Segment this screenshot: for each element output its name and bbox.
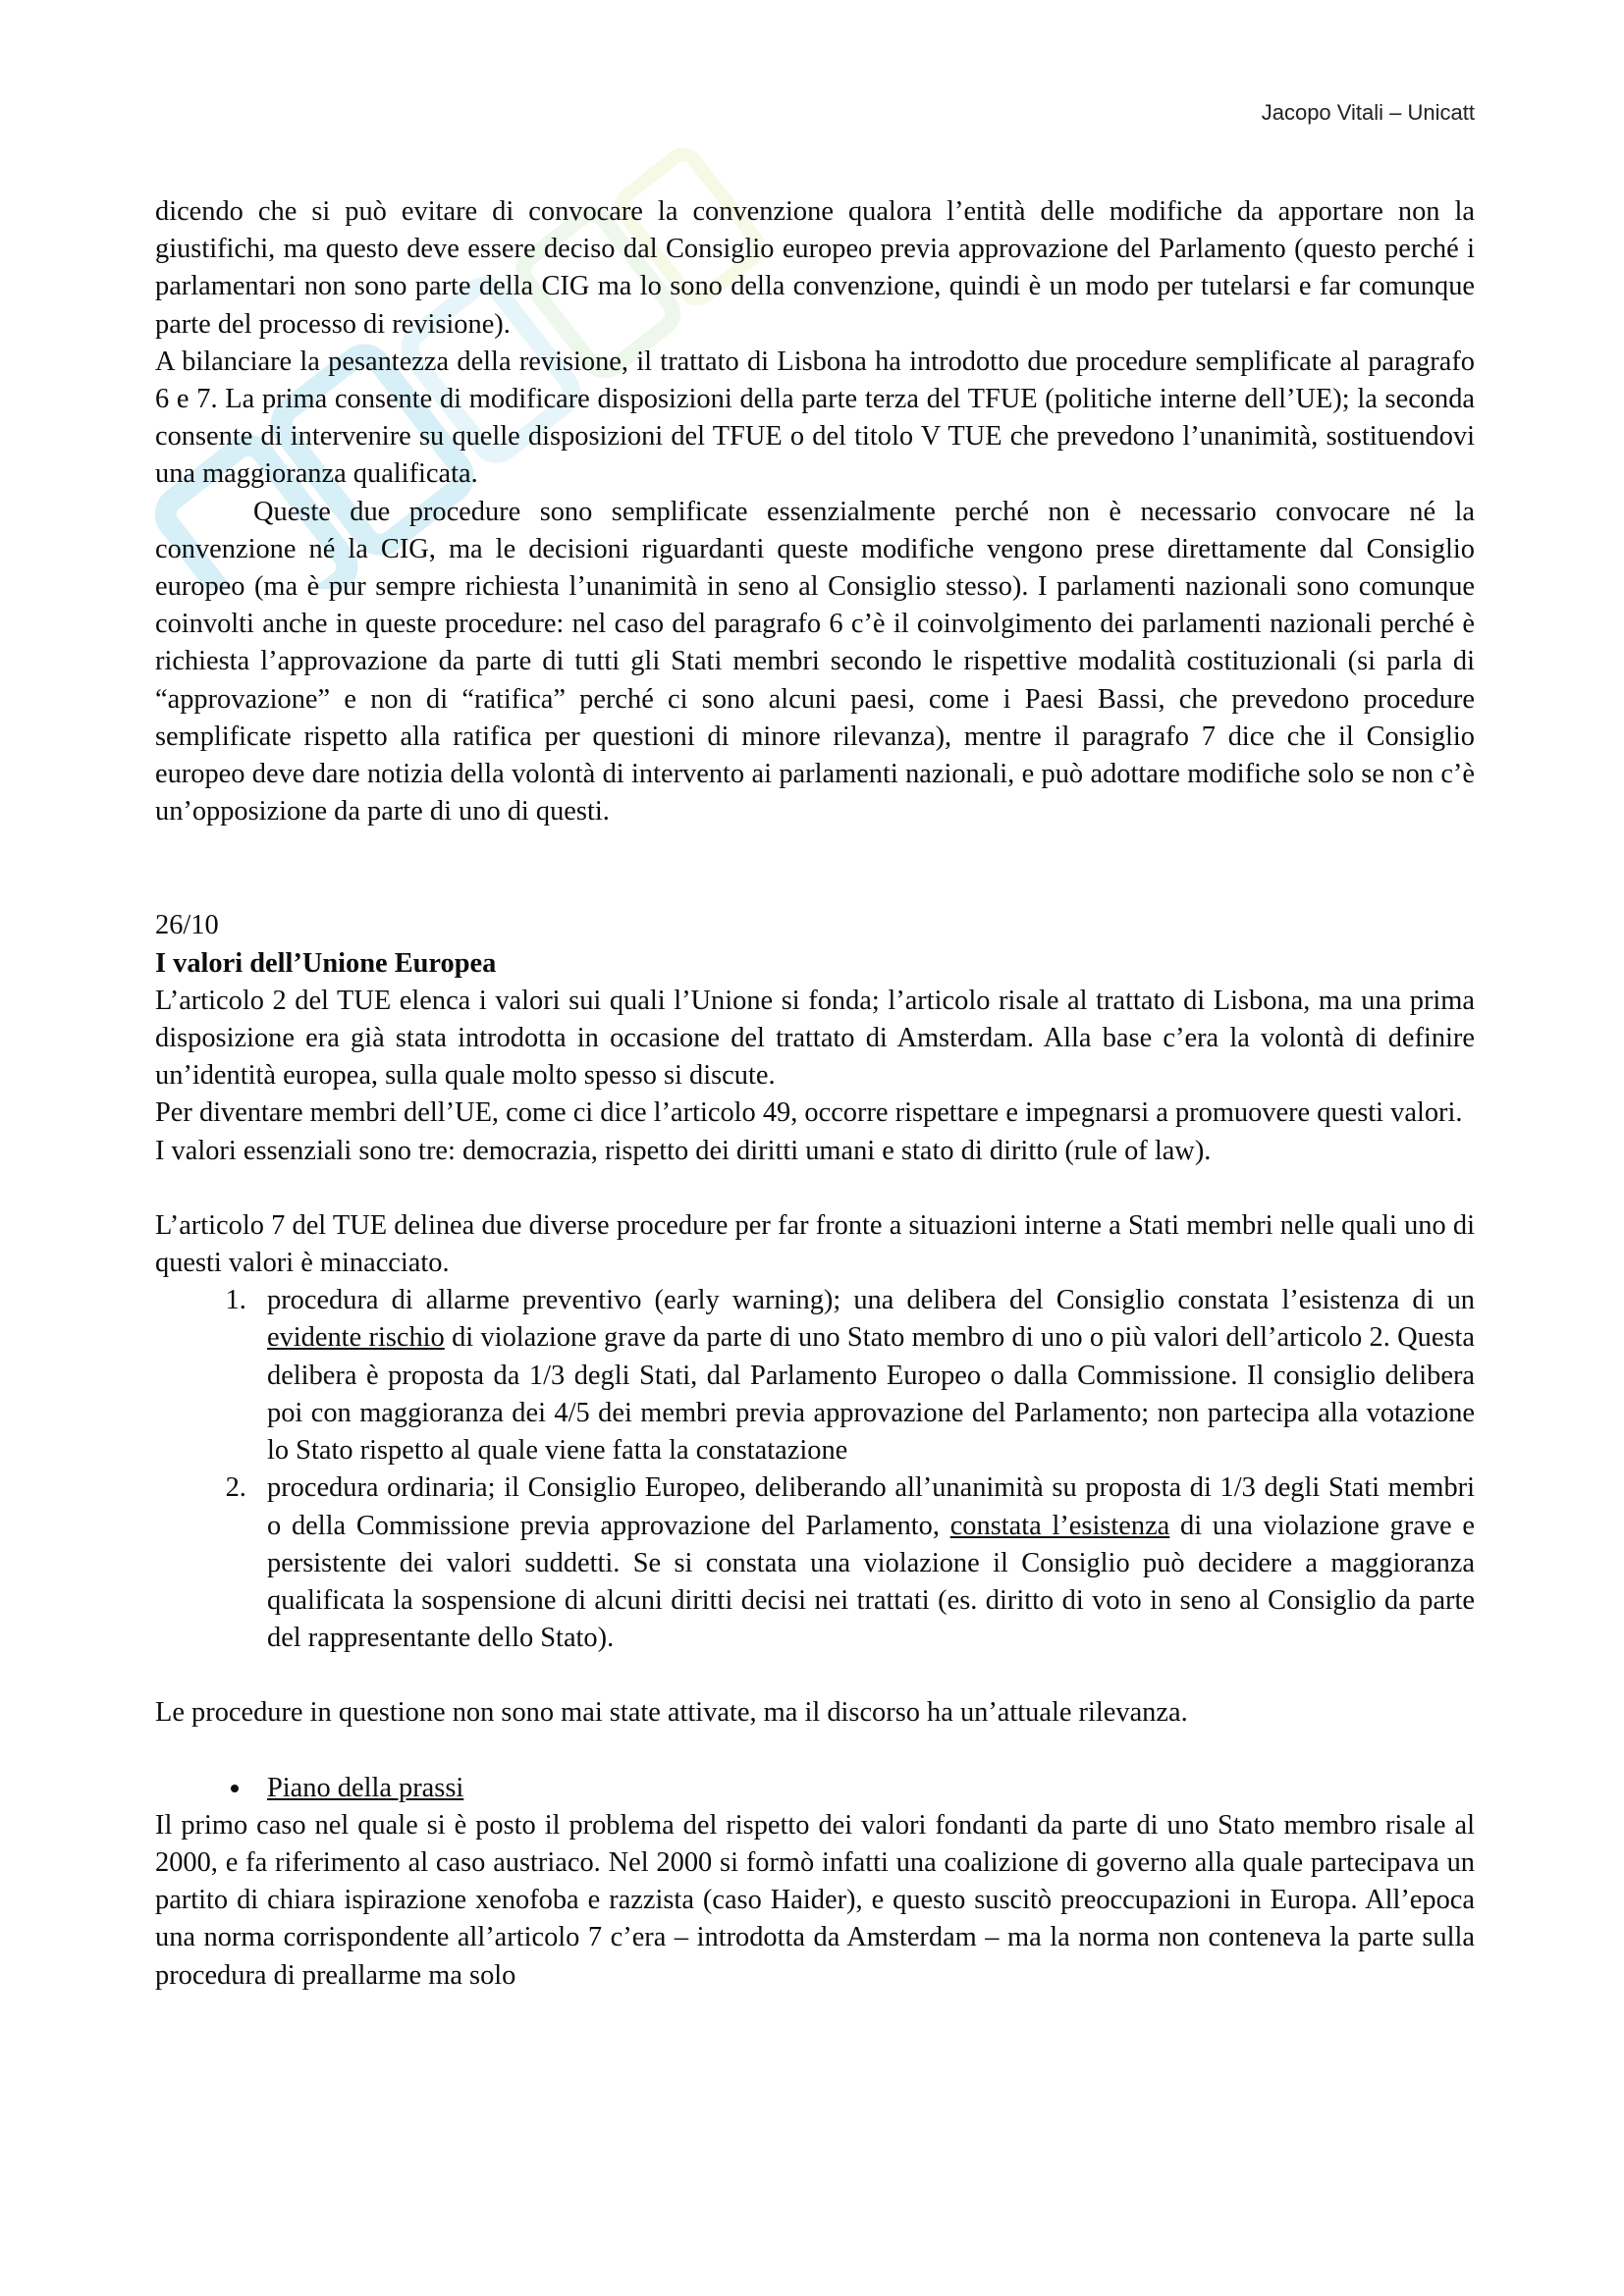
spacer bbox=[155, 1170, 1475, 1207]
section-title: I valori dell’Unione Europea bbox=[155, 947, 497, 979]
underlined-term: constata l’esistenza bbox=[949, 1510, 1170, 1541]
paragraph-austrian-case: Il primo caso nel quale si è posto il problema del rispetto dei valori fondanti da parte di uno Stato membro risale al 2000, e fa riferimento al caso austriaco. Nel 2000 si formò infatti una coalizione di governo alla quale partecipava un partito di chiara ispirazione xenofoba e razzista (caso Haider), e questo suscitò preoccupazioni in Europa. All’epoca una norma corrispondente all’articolo 7 c’era – introdotta da Amsterdam – ma la norma non conteneva la parte sulla procedura di preallarme ma solo bbox=[155, 1809, 1475, 1991]
bullet-list bbox=[155, 1770, 1475, 1807]
document-body bbox=[155, 193, 1475, 1995]
paragraph-article-49: Per diventare membri dell’UE, come ci dice l’articolo 49, occorre rispettare e impegnarsi a promuovere questi valori. bbox=[155, 1097, 1463, 1129]
paragraph-simplified-procedures: A bilanciare la pesantezza della revisione, il trattato di Lisbona ha introdotto due procedure semplificate al paragrafo 6 e 7. La prima consente di modificare disposizioni della parte terza del TFUE (politiche interne dell’UE); la seconda consente di intervenire su quelle disposizioni del TFUE o del titolo V TUE che prevedono l’unanimità, sostituendovi una maggioranza qualificata. bbox=[155, 346, 1475, 490]
procedure-early-warning: 1. procedura di allarme preventivo (early warning); una delibera del Consiglio constata l’esistenza di un evidente rischio di violazione grave da parte di uno Stato membro di uno o più valori dell’articolo 2. Questa delibera è proposta da 1/3 degli Stati, dal Parlamento Europeo o dalla Commissione. Il consiglio delibera poi con maggioranza dei 4/5 dei membri previa approvazione del Parlamento; non partecipa alla votazione lo Stato rispetto al quale viene fatta la constatazione bbox=[253, 1282, 1475, 1469]
page-header-author: Jacopo Vitali – Unicatt bbox=[1261, 100, 1475, 125]
paragraph-national-parliaments: Queste due procedure sono semplificate essenzialmente perché non è necessario convocare né la convenzione né la CIG, ma le decisioni riguardanti queste modifiche vengono prese direttamente dal Consiglio europeo (ma è pur sempre richiesta l’unanimità in seno al Consiglio stesso). I parlamenti nazionali sono comunque coinvolti anche in queste procedure: nel caso del paragrafo 6 c’è il coinvolgimento dei parlamenti nazionali perché è richiesta l’approvazione da parte di tutti gli Stati membri secondo le rispettive modalità costituzionali (si parla di “approvazione” e non di “ratifica” perché ci sono alcuni paesi, come i Paesi Bassi, che prevedono procedure semplificate rispetto alla ratifica per questioni di minore rilevanza), mentre il paragrafo 7 dice che il Consiglio europeo deve dare notizia della volontà di intervento ai parlamenti nazionali, e può adottare modifiche solo se non c’è un’opposizione da parte di uno di questi. bbox=[155, 496, 1475, 828]
procedures-list bbox=[155, 1282, 1475, 1657]
underlined-term: evidente rischio bbox=[267, 1322, 445, 1354]
bullet-practice-plan: • Piano della prassi bbox=[253, 1770, 1475, 1807]
lecture-date: 26/10 bbox=[155, 910, 219, 941]
paragraph-convention: dicendo che si può evitare di convocare la convenzione qualora l’entità delle modifiche da apportare non la giustifichi, ma questo deve essere deciso dal Consiglio europeo previa approvazione del Parlamento (questo perché i parlamentari non sono parte della CIG ma lo sono della convenzione, quindi è un modo per tutelarsi e far comunque parte del processo di revisione). bbox=[155, 196, 1475, 340]
procedure-ordinary: 2. procedura ordinaria; il Consiglio Europeo, deliberando all’unanimità su proposta di 1/3 degli Stati membri o della Commissione previa approvazione del Parlamento, constata l’esistenza di una violazione grave e persistente dei valori suddetti. Se si constata una violazione il Consiglio può decidere a maggioranza qualificata la sospensione di alcuni diritti decisi nei trattati (es. diritto di voto in seno al Consiglio da parte del rappresentante dello Stato). bbox=[253, 1469, 1475, 1657]
paragraph-essential-values: I valori essenziali sono tre: democrazia, rispetto dei diritti umani e stato di diritto (rule of law). bbox=[155, 1135, 1212, 1166]
spacer bbox=[155, 830, 1475, 907]
spacer bbox=[155, 1733, 1475, 1770]
paragraph-article-2: L’articolo 2 del TUE elenca i valori sui quali l’Unione si fonda; l’articolo risale al trattato di Lisbona, ma una prima disposizione era già stata introdotta in occasione del trattato di Amsterdam. Alla base c’era la volontà di definire un’identità europea, sulla quale molto spesso si discute. bbox=[155, 985, 1475, 1092]
paragraph-article-7: L’articolo 7 del TUE delinea due diverse procedure per far fronte a situazioni interne a Stati membri nelle quali uno di questi valori è minacciato. bbox=[155, 1209, 1475, 1279]
paragraph-not-activated: Le procedure in questione non sono mai state attivate, ma il discorso ha un’attuale rilevanza. bbox=[155, 1697, 1188, 1729]
spacer bbox=[155, 1657, 1475, 1694]
